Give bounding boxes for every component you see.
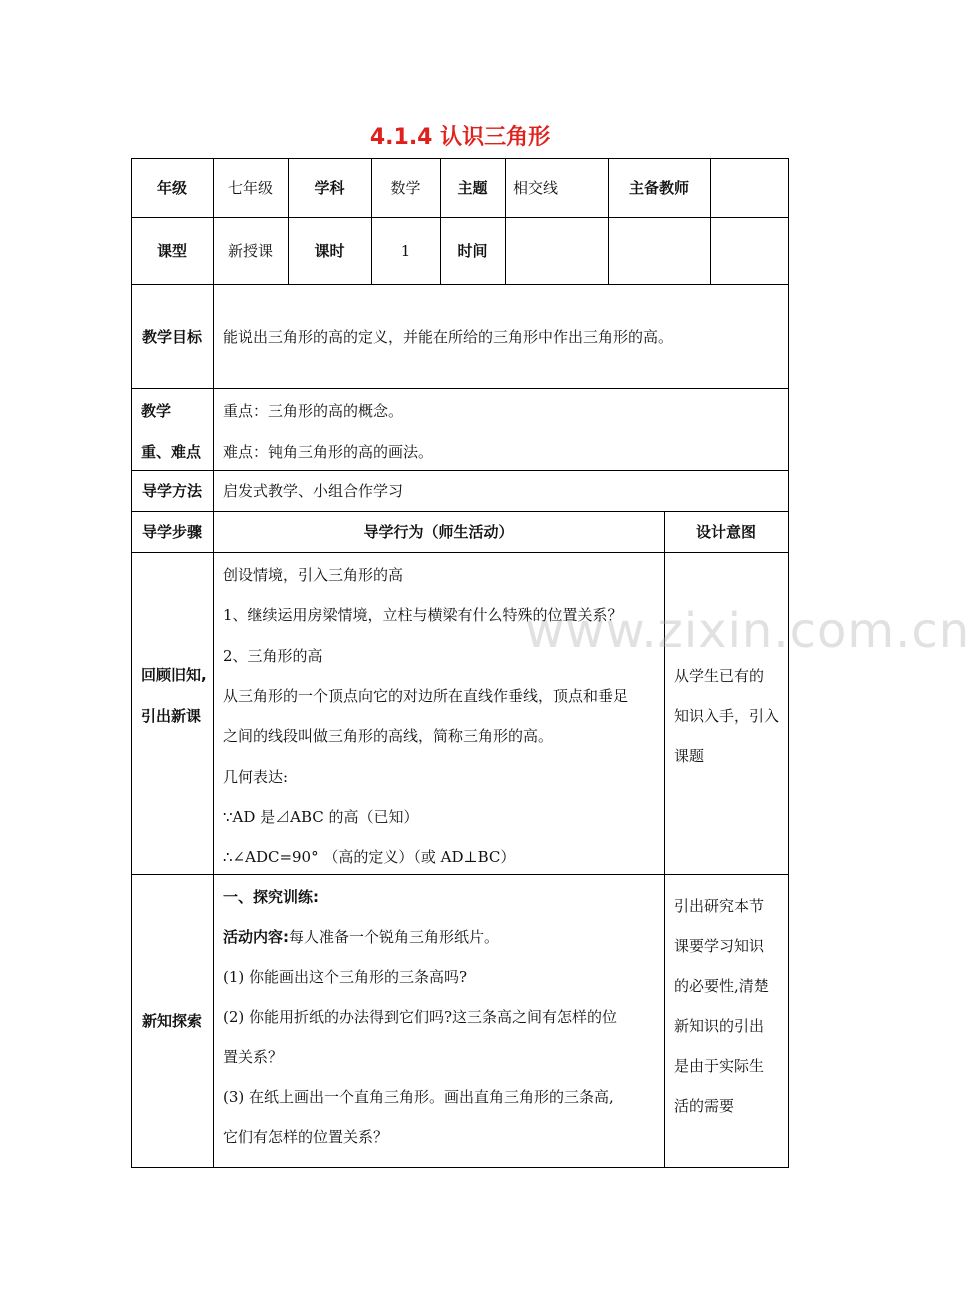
goals-text: 能说出三角形的高的定义，并能在所给的三角形中作出三角形的高。 (223, 327, 674, 346)
section1-line: 1、继续运用房梁情境，立柱与横梁有什么特殊的位置关系？ (223, 606, 623, 624)
keypoints-label-line2: 重、难点 (141, 443, 202, 461)
section2-line: (1) 你能画出这个三角形的三条高吗? (223, 968, 468, 986)
section1-label-line2: 引出新课 (141, 707, 202, 725)
type-label: 课型 (156, 242, 187, 260)
key-point: 重点：三角形的高的概念。 (223, 402, 404, 420)
steps-header-col3: 设计意图 (695, 523, 756, 541)
section2-line: (2) 你能用折纸的办法得到它们吗?这三条高之间有怎样的位 (223, 1008, 618, 1026)
method-label: 导学方法 (141, 482, 202, 500)
section1-line: 之间的线段叫做三角形的高线，简称三角形的高。 (223, 727, 554, 745)
section1-intent-line: 从学生已有的 (674, 667, 765, 685)
section1-line: 2、三角形的高 (223, 647, 323, 665)
watermark: www.zixin.com.cn (525, 603, 970, 659)
difficult-point: 难点：钝角三角形的高的画法。 (223, 443, 434, 461)
section2-intent-line: 活的需要 (674, 1097, 735, 1115)
section1-line: 从三角形的一个顶点向它的对边所在直线作垂线，顶点和垂足 (223, 687, 629, 705)
section1-intent-line: 课题 (674, 747, 705, 765)
steps-header-col1: 导学步骤 (141, 523, 202, 541)
keypoints-label-line1: 教学 (141, 402, 172, 420)
section2-intent-line: 的必要性,清楚 (674, 977, 769, 995)
period-value: 1 (400, 241, 411, 260)
topic-label: 主题 (457, 179, 488, 197)
page-title: 4.1.4 认识三角形 (369, 125, 551, 150)
section2-intent-line: 是由于实际生 (674, 1057, 765, 1075)
activity-text: 每人准备一个锐角三角形纸片。 (289, 928, 500, 946)
section2-intent-line: 课要学习知识 (674, 937, 765, 955)
section2-intent-line: 新知识的引出 (674, 1017, 765, 1035)
section2-activity (223, 926, 499, 947)
section1-label-line1: 回顾旧知, (141, 666, 207, 684)
section2-line: 它们有怎样的位置关系？ (223, 1128, 389, 1146)
section2-line: 置关系？ (223, 1048, 284, 1066)
section2-line: (3) 在纸上画出一个直角三角形。画出直角三角形的三条高, (223, 1088, 614, 1106)
section1-line: ∵AD 是⊿ABC 的高（已知） (223, 808, 419, 826)
teacher-value (710, 158, 788, 217)
grade-value: 七年级 (227, 179, 273, 197)
section1-line: 创设情境，引入三角形的高 (223, 566, 404, 584)
grade-label: 年级 (156, 179, 187, 197)
section1-intent-line: 知识入手，引入 (674, 707, 780, 725)
lesson-plan-table (131, 158, 789, 1168)
section1-line: ∴∠ADC=90° （高的定义）（或 AD⊥BC） (223, 848, 516, 866)
activity-label: 活动内容: (223, 928, 289, 946)
section2-heading: 一、探究训练: (223, 888, 319, 906)
period-label: 课时 (314, 242, 345, 260)
section2-label: 新知探索 (141, 1012, 202, 1030)
subject-value: 数学 (390, 179, 421, 197)
type-value: 新授课 (227, 242, 273, 260)
section1-line: 几何表达: (223, 768, 289, 786)
time-value (513, 217, 608, 284)
time-label: 时间 (457, 242, 488, 260)
section2-intent-line: 引出研究本节 (674, 897, 765, 915)
goals-label: 教学目标 (141, 327, 202, 346)
subject-label: 学科 (314, 179, 345, 197)
method-text: 启发式教学、小组合作学习 (223, 482, 404, 500)
steps-header-col2: 导学行为（师生活动） (363, 523, 514, 541)
teacher-label: 主备教师 (628, 179, 689, 197)
topic-value: 相交线 (513, 179, 559, 197)
